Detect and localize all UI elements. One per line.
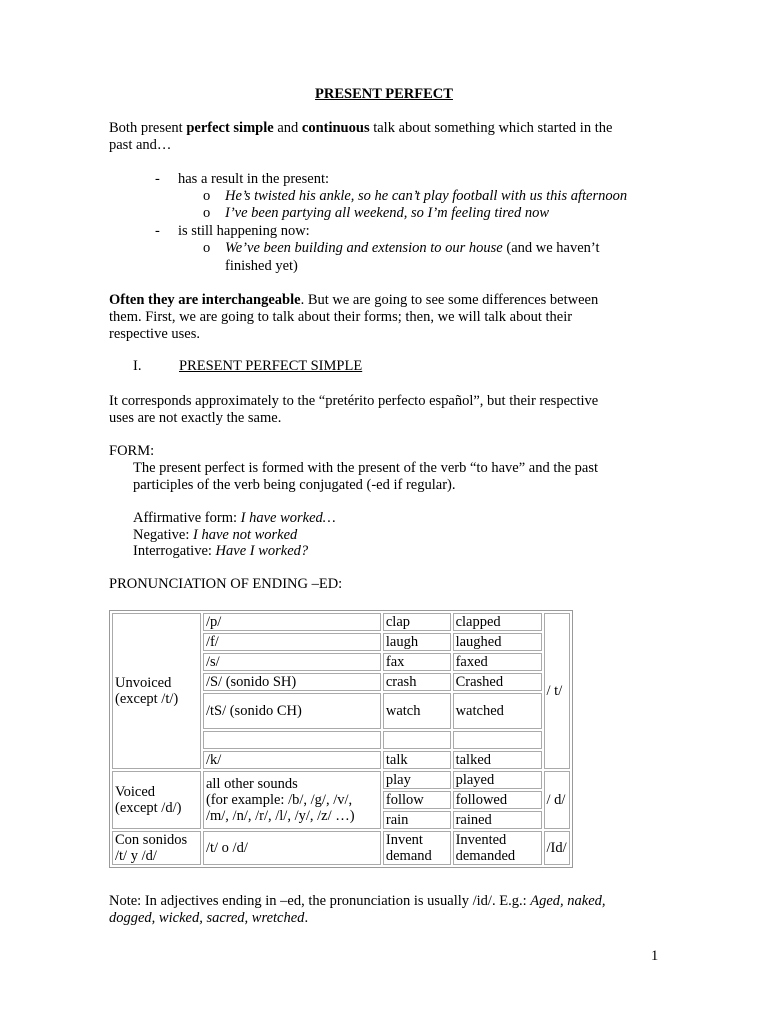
intro-line-2: past and… xyxy=(109,137,172,153)
past-cell: talked xyxy=(453,751,542,769)
example-3: We’ve been building and extension to our house (and we haven’t xyxy=(225,240,600,256)
often-line-1: Often they are interchangeable. But we are going to see some differences between xyxy=(109,292,599,308)
verb-cell: watch xyxy=(383,693,451,729)
circle-bullet: o xyxy=(203,240,211,256)
past-cell: clapped xyxy=(453,613,542,631)
note-line-2: dogged, wicked, sacred, wretched. xyxy=(109,910,309,926)
past-cell xyxy=(453,731,542,749)
ending-voiced: / d/ xyxy=(544,771,570,829)
sound-cell: /f/ xyxy=(203,633,381,651)
unvoiced-label: Unvoiced (except /t/) xyxy=(112,613,201,769)
corresponds-line-1: It corresponds approximately to the “pretérito perfecto español”, but their respective xyxy=(109,393,599,409)
past-cell: watched xyxy=(453,693,542,729)
circle-bullet: o xyxy=(203,188,211,204)
affirmative-form: Affirmative form: I have worked… xyxy=(133,510,336,526)
past-cell: followed xyxy=(453,791,542,809)
form-line-1: The present perfect is formed with the present of the verb “to have” and the past xyxy=(133,460,599,476)
interrogative-form: Interrogative: Have I worked? xyxy=(133,543,309,559)
dash-bullet: - xyxy=(155,223,160,239)
intro-line-1: Both present perfect simple and continuous talk about something which started in the xyxy=(109,120,613,136)
circle-bullet: o xyxy=(203,205,211,221)
td-sound: /t/ o /d/ xyxy=(203,831,381,865)
verb-cell: laugh xyxy=(383,633,451,651)
ending-unvoiced: / t/ xyxy=(544,613,570,769)
sound-cell: /k/ xyxy=(203,751,381,769)
sound-cell: /p/ xyxy=(203,613,381,631)
verb-cell xyxy=(383,731,451,749)
pronunciation-heading: PRONUNCIATION OF ENDING –ED: xyxy=(109,576,343,592)
verb-cell: crash xyxy=(383,673,451,691)
td-label: Con sonidos /t/ y /d/ xyxy=(112,831,201,865)
past-cell: rained xyxy=(453,811,542,829)
verb-cell: fax xyxy=(383,653,451,671)
table-row xyxy=(112,771,570,789)
ending-id: /Id/ xyxy=(544,831,570,865)
negative-form: Negative: I have not worked xyxy=(133,527,298,543)
page-number: 1 xyxy=(651,948,659,964)
sound-cell xyxy=(203,731,381,749)
sound-cell: /s/ xyxy=(203,653,381,671)
section-heading: PRESENT PERFECT SIMPLE xyxy=(179,358,363,374)
often-line-2: them. First, we are going to talk about their forms; then, we will talk about their xyxy=(109,309,573,325)
verb-cell: Invent demand xyxy=(383,831,451,865)
example-2: I’ve been partying all weekend, so I’m feeling tired now xyxy=(225,205,550,221)
example-1: He’s twisted his ankle, so he can’t play football with us this afternoon xyxy=(225,188,628,204)
sound-cell: /tS/ (sonido CH) xyxy=(203,693,381,729)
verb-cell: play xyxy=(383,771,451,789)
section-number: I. xyxy=(133,358,142,374)
past-cell: played xyxy=(453,771,542,789)
past-cell: faxed xyxy=(453,653,542,671)
use-still-happening: is still happening now: xyxy=(178,223,310,239)
verb-cell: clap xyxy=(383,613,451,631)
corresponds-line-2: uses are not exactly the same. xyxy=(109,410,282,426)
example-3-line-2: finished yet) xyxy=(225,258,298,274)
use-result: has a result in the present: xyxy=(178,171,329,187)
past-cell: laughed xyxy=(453,633,542,651)
table-row xyxy=(112,613,570,631)
voiced-label: Voiced (except /d/) xyxy=(112,771,201,829)
form-line-2: participles of the verb being conjugated (-ed if regular). xyxy=(133,477,456,493)
dash-bullet: - xyxy=(155,171,160,187)
past-cell: Invented demanded xyxy=(453,831,542,865)
voiced-sounds: all other sounds (for example: /b/, /g/, /v/, /m/, /n/, /r/, /l/, /y/, /z/ …) xyxy=(203,771,381,829)
pronunciation-table xyxy=(109,610,573,868)
sound-cell: /S/ (sonido SH) xyxy=(203,673,381,691)
verb-cell: talk xyxy=(383,751,451,769)
past-cell: Crashed xyxy=(453,673,542,691)
table-row xyxy=(112,831,570,865)
note-line-1: Note: In adjectives ending in –ed, the pronunciation is usually /id/. E.g.: Aged, naked, xyxy=(109,893,606,909)
often-line-3: respective uses. xyxy=(109,326,200,342)
verb-cell: rain xyxy=(383,811,451,829)
form-label: FORM: xyxy=(109,443,155,459)
page-title: PRESENT PERFECT xyxy=(315,86,453,102)
verb-cell: follow xyxy=(383,791,451,809)
